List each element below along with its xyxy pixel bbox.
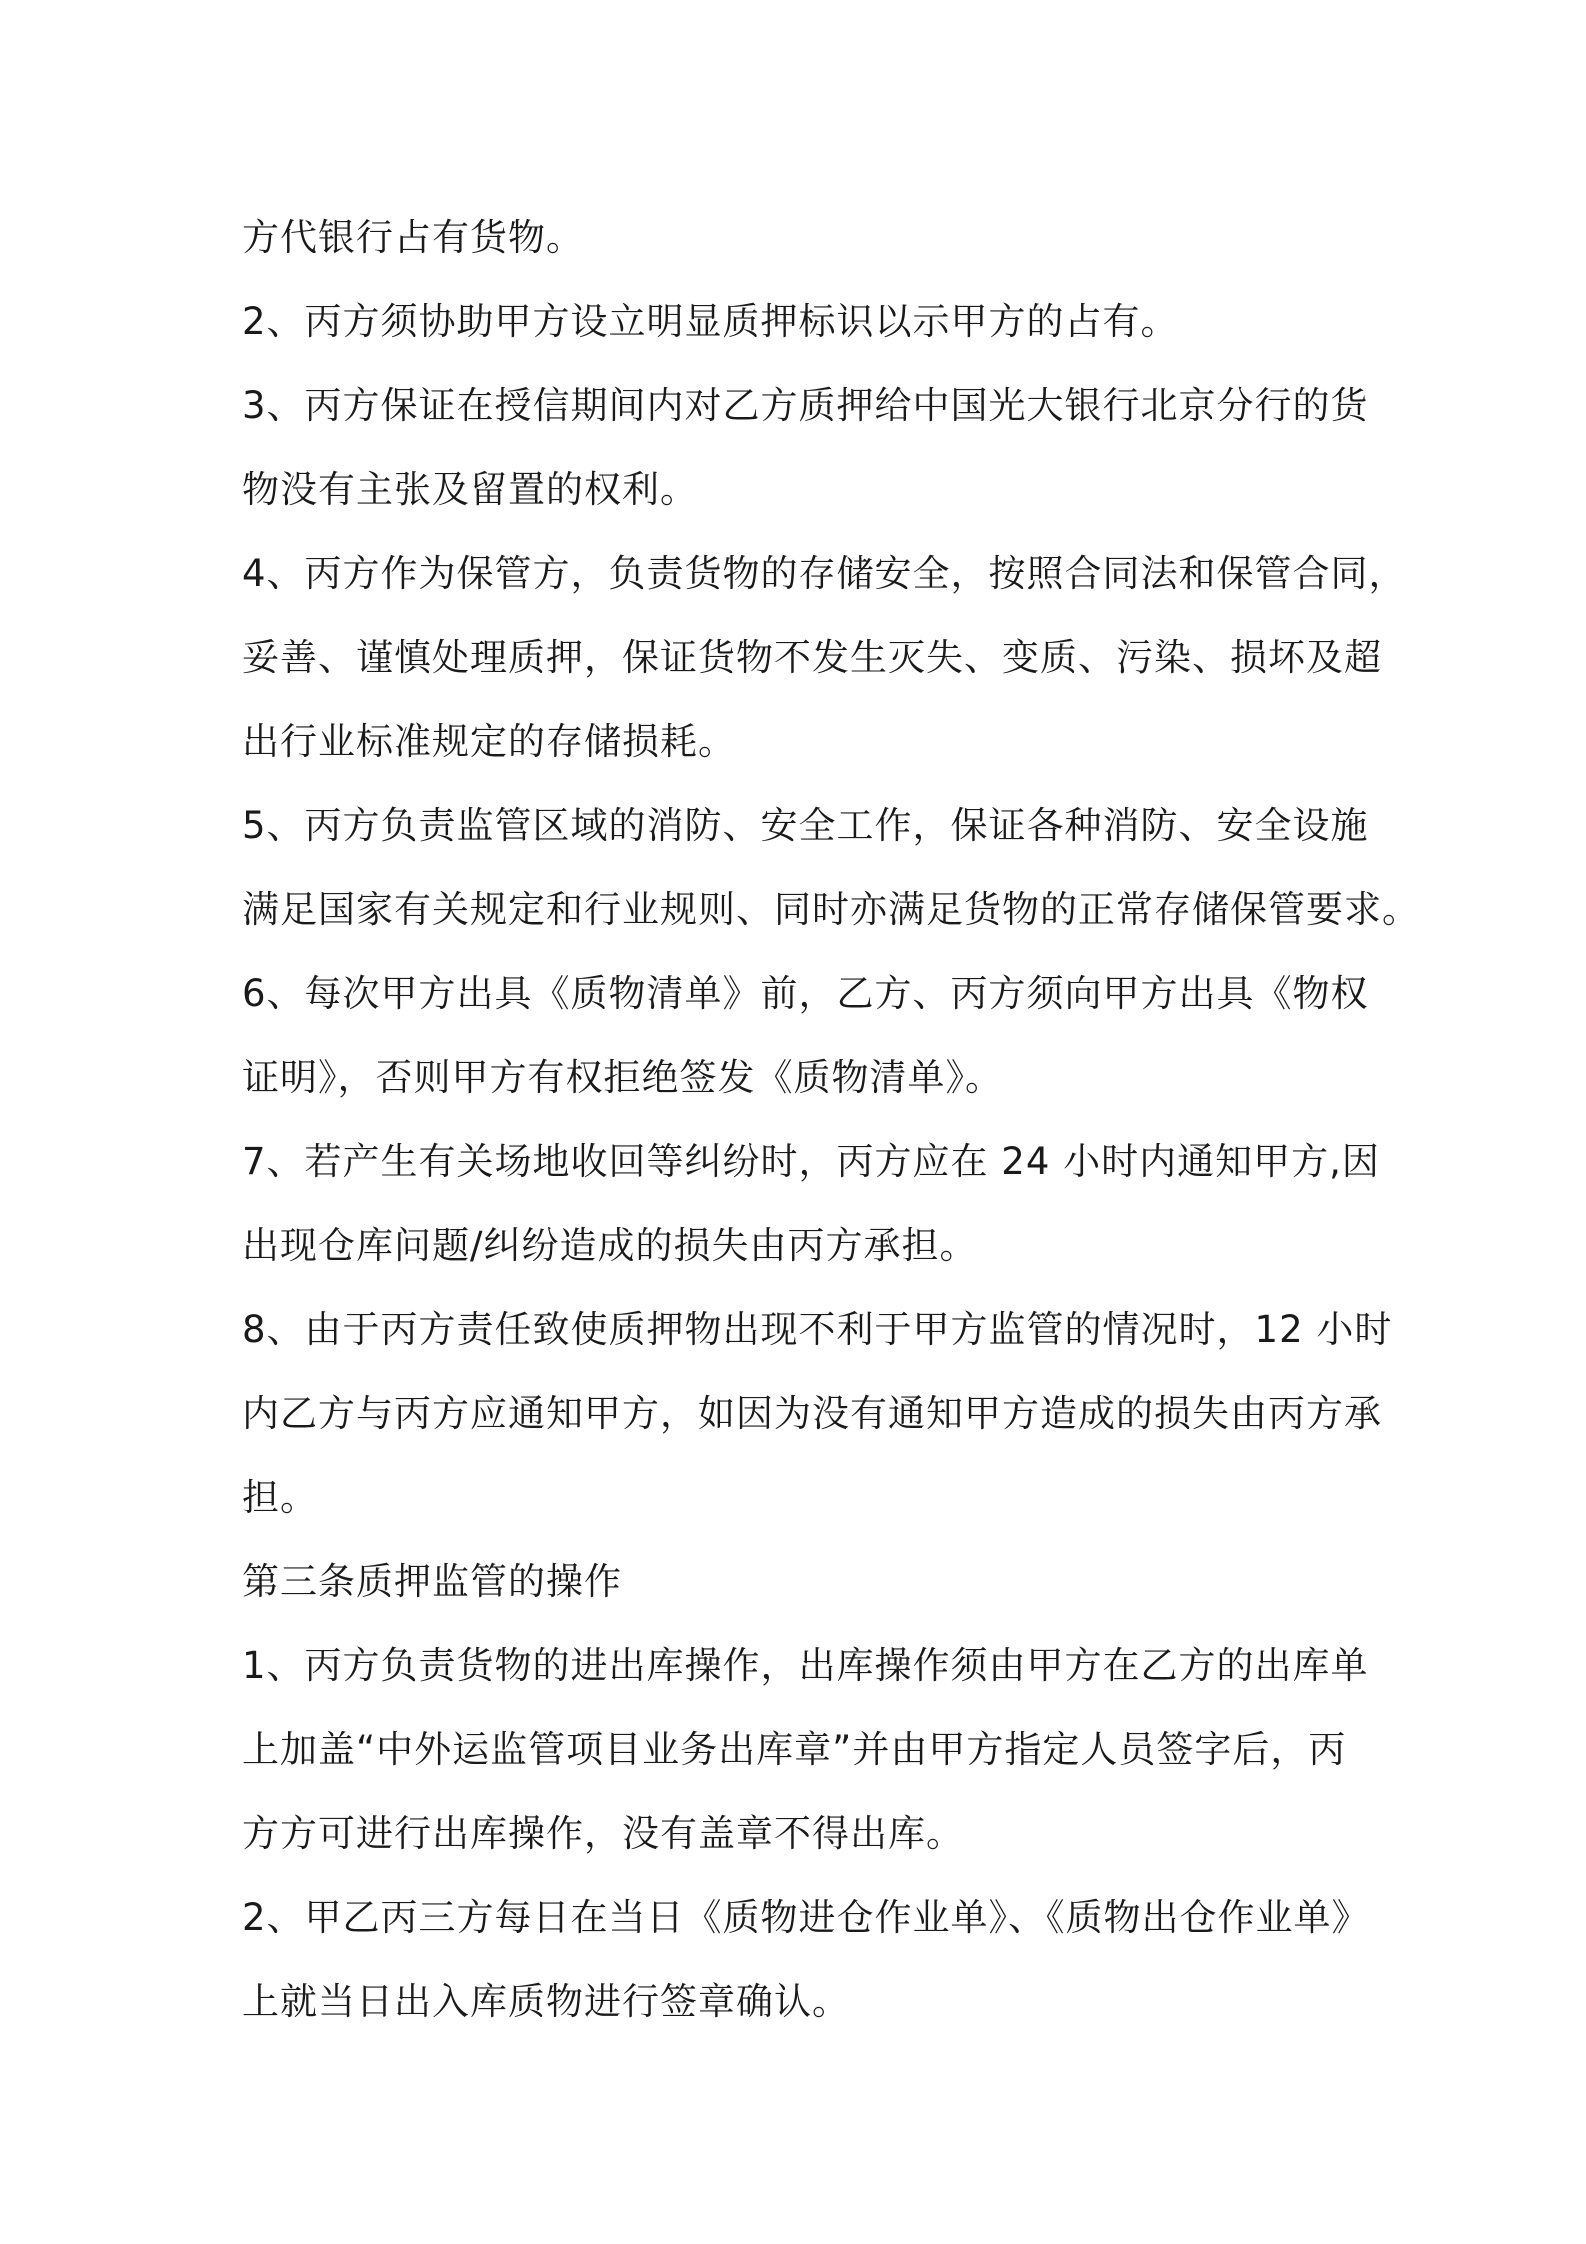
text-line: 上就当日出入库质物进行签章确认。 [242,1980,850,2023]
text-line: 内乙方与丙方应通知甲方，如因为没有通知甲方造成的损失由丙方承 [242,1392,1382,1435]
text-line: 2、甲乙丙三方每日在当日《质物进仓作业单》、《质物出仓作业单》 [242,1896,1370,1939]
text-line: 证明》，否则甲方有权拒绝签发《质物清单》。 [242,1056,1003,1099]
text-line: 1、丙方负责货物的进出库操作，出库操作须由甲方在乙方的出库单 [242,1644,1369,1687]
text-line: 2、丙方须协助甲方设立明显质押标识以示甲方的占有。 [242,300,1179,343]
text-line: 物没有主张及留置的权利。 [242,468,698,511]
text-line: 方代银行占有货物。 [242,216,584,259]
text-line: 出行业标准规定的存储损耗。 [242,720,736,763]
text-line: 上加盖“中外运监管项目业务出库章”并由甲方指定人员签字后，丙 [242,1728,1347,1771]
text-line: 担。 [242,1476,318,1519]
section-heading: 第三条质押监管的操作 [242,1560,622,1603]
text-line: 6、每次甲方出具《质物清单》前，乙方、丙方须向甲方出具《物权 [242,972,1369,1015]
text-line: 4、丙方作为保管方，负责货物的存储安全，按照合同法和保管合同， [242,552,1407,595]
text-line: 方方可进行出库操作，没有盖章不得出库。 [242,1812,964,1855]
text-line: 3、丙方保证在授信期间内对乙方质押给中国光大银行北京分行的货 [242,384,1369,427]
document-body [242,196,1420,2044]
text-line: 5、丙方负责监管区域的消防、安全工作，保证各种消防、安全设施 [242,804,1369,847]
text-line: 出现仓库问题/纠纷造成的损失由丙方承担。 [242,1224,978,1267]
text-line: 满足国家有关规定和行业规则、同时亦满足货物的正常存储保管要求。 [242,888,1420,931]
text-line: 妥善、谨慎处理质押，保证货物不发生灭失、变质、污染、损坏及超 [242,636,1382,679]
text-line: 8、由于丙方责任致使质押物出现不利于甲方监管的情况时，12 小时 [242,1308,1393,1351]
text-line: 7、若产生有关场地收回等纠纷时，丙方应在 24 小时内通知甲方,因 [242,1140,1380,1183]
